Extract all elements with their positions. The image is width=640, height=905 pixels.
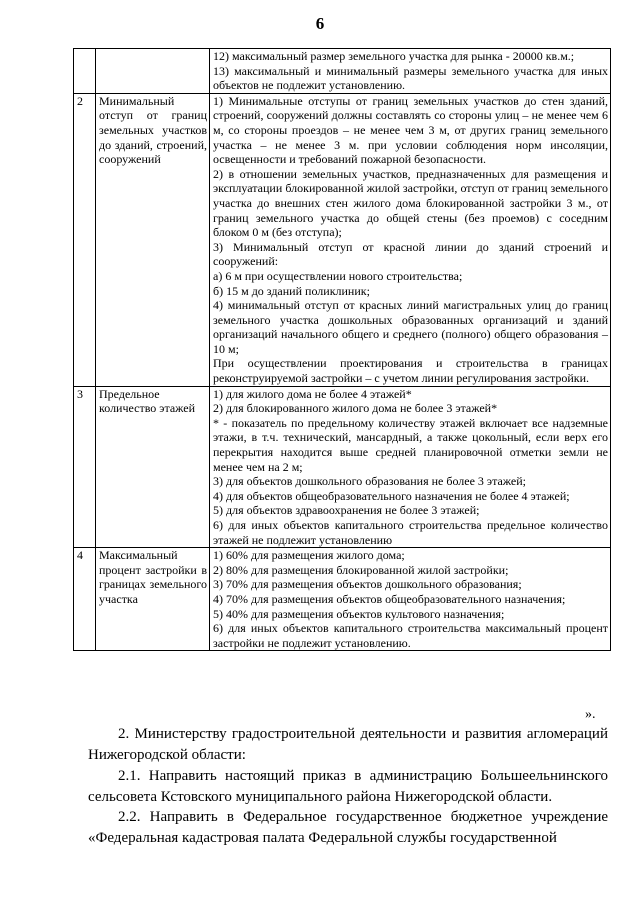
row-number: 4 — [74, 548, 96, 651]
parameter-values — [210, 548, 611, 651]
value-item: 2) в отношении земельных участков, предназначенных для размещения и эксплуатации блокированной жилой застройки, отступ от границ земельного участка до внешних стен жилого дома блокированной застройки 3 м., от границ земельного участка до общей стены (без проемов) с соседним блоком 0 м (без отступа); — [213, 166, 608, 240]
value-item: 1) 60% для размещения жилого дома; — [213, 548, 405, 563]
row-number: 2 — [74, 93, 96, 386]
row-number: 3 — [74, 386, 96, 548]
value-item: При осуществлении проектирования и строительства в границах реконструируемой застройки – с учетом линии регулирования застройки. — [213, 356, 608, 386]
value-item: б) 15 м до зданий поликлиник; — [213, 283, 370, 298]
value-item: 4) минимальный отступ от красных линий магистральных улиц до границ земельного участка дошкольных образованных организаций и зданий организаций начального общего и среднего (полного) общего образования – 10 м; — [213, 298, 608, 356]
paragraph-2-1: 2.1. Направить настоящий приказ в администрацию Большеельнинского сельсовета Кстовского муниципального района Нижегородской области. — [88, 768, 608, 805]
value-item: 5) 40% для размещения объектов культового назначения; — [213, 606, 505, 621]
value-item: 3) 70% для размещения объектов дошкольного образования; — [213, 577, 522, 592]
parameter-name: Предельное количество этажей — [96, 386, 210, 548]
value-item: 6) для иных объектов капитального строительства предельное количество этажей не подлежит установлению — [213, 518, 608, 547]
value-item: 4) для объектов общеобразовательного назначения не более 4 этажей; — [213, 488, 570, 503]
value-item: а) 6 м при осуществлении нового строительства; — [213, 268, 463, 283]
value-item: 1) для жилого дома не более 4 этажей* — [213, 386, 412, 401]
table-row — [74, 386, 611, 548]
parameter-name — [96, 49, 210, 94]
parameter-values — [210, 93, 611, 386]
regulations-table — [73, 48, 611, 651]
value-item: 12) максимальный размер земельного участка для рынка - 20000 кв.м.; — [213, 49, 575, 63]
value-item: 5) для объектов здравоохранения не более 3 этажей; — [213, 503, 480, 518]
page-number: 6 — [315, 14, 325, 33]
value-item: 2) для блокированного жилого дома не более 3 этажей* — [213, 401, 498, 416]
table-row — [74, 93, 611, 386]
row-number — [74, 49, 96, 94]
value-item: 13) максимальный и минимальный размеры земельного участка для иных объектов не подлежит установлению. — [213, 63, 608, 93]
table-row — [74, 49, 611, 94]
value-item: * - показатель по предельному количеству этажей включает все надземные этажи, в т.ч. технический, мансардный, а также цокольный, если верх его перекрытия находится выше средней планировочной отметки земли не менее чем на 2 м; — [213, 415, 608, 474]
table-row — [74, 548, 611, 651]
value-item: 3) Минимальный отступ от красной линии до зданий строений и сооружений: — [213, 239, 608, 269]
closing-quote: ». — [585, 707, 596, 722]
parameter-name: Минимальный отступ от границ земельных участков до зданий, строений, сооружений — [96, 93, 210, 386]
value-item: 6) для иных объектов капитального строительства максимальный процент застройки не подлежит установлению. — [213, 621, 608, 650]
parameter-name: Максимальный процент застройки в границах земельного участка — [96, 548, 210, 651]
parameter-values — [210, 386, 611, 548]
paragraph-2: 2. Министерству градостроительной деятельности и развития агломераций Нижегородской области: — [88, 726, 608, 763]
value-item: 3) для объектов дошкольного образования не более 3 этажей; — [213, 474, 527, 489]
parameter-values — [210, 49, 611, 94]
paragraph-2-2: 2.2. Направить в Федеральное государственное бюджетное учреждение «Федеральная кадастровая палата Федеральной службы государственной — [88, 809, 608, 846]
value-item: 4) 70% для размещения объектов общеобразовательного назначения; — [213, 591, 566, 606]
value-item: 1) Минимальные отступы от границ земельных участков до стен зданий, строений, сооружений должны составлять со стороны улиц – не менее чем 6 м, со стороны проездов – не менее чем 3 м, от других границ земельного участка – не менее 3 м. при условии соблюдения норм инсоляции, освещенности и требований пожарной безопасности. — [213, 93, 608, 167]
value-item: 2) 80% для размещения блокированной жилой застройки; — [213, 562, 509, 577]
